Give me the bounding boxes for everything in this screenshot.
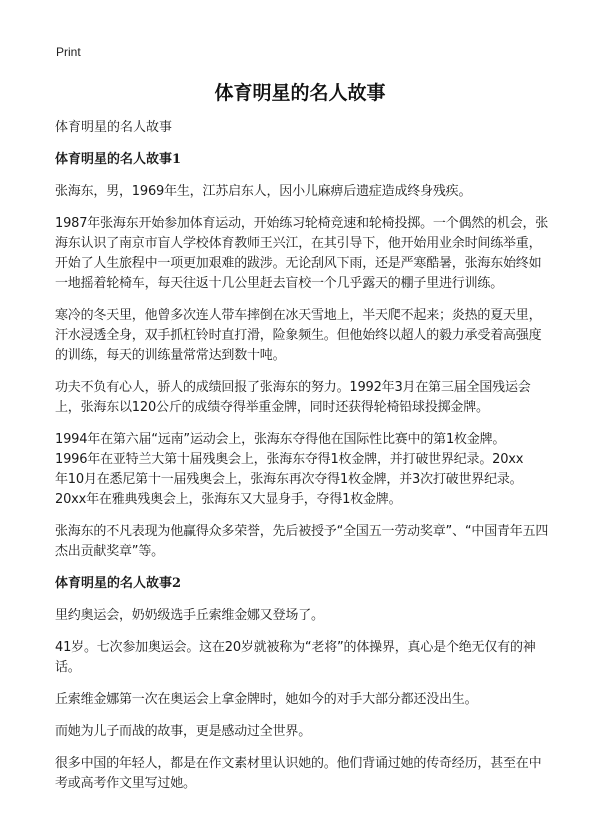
paragraph: 1987年张海东开始参加体育运动，开始练习轮椅竞速和轮椅投掷。一个偶然的机会，张海东认识了南京市盲人学校体育教师王兴江，在其引导下，他开始用业余时间练举重，开始了人生旅程中一项更加艰难的跋涉。无论刮风下雨，还是严寒酷暑，张海东始终如一地摇着轮椅车，每天往返十几公里赶去盲校一个几乎露天的棚子里进行训练。 — [55, 216, 549, 291]
document-body — [55, 118, 554, 806]
paragraph: 寒冷的冬天里，他曾多次连人带车摔倒在冰天雪地上，半天爬不起来；炎热的夏天里，汗水浸透全身，双手抓杠铃时直打滑，险象频生。但他始终以超人的毅力承受着高强度的训练，每天的训练量常常达到数十吨。 — [55, 308, 542, 363]
paragraph: 很多中国的年轻人，都是在作文素材里认识她的。他们背诵过她的传奇经历，甚至在中考或高考作文里写过她。 — [55, 756, 542, 791]
record-line: 20xx年在雅典残奥会上，张海东又大显身手，夺得1枚金牌。 — [55, 492, 402, 507]
paragraph: 张海东，男，1969年生，江苏启东人，因小儿麻痹后遗症造成终身残疾。 — [55, 184, 472, 199]
paragraph: 里约奥运会，奶奶级选手丘索维金娜又登场了。 — [55, 608, 324, 623]
paragraph: 丘索维金娜第一次在奥运会上拿金牌时，她如今的对手大部分都还没出生。 — [55, 692, 478, 707]
paragraph: 而她为儿子而战的故事，更是感动过全世界。 — [55, 724, 312, 739]
paragraph: 张海东的不凡表现为他赢得众多荣誉，先后被授予“全国五一劳动奖章”、“中国青年五四杰出贡献奖章”等。 — [55, 524, 549, 559]
record-paragraph — [55, 430, 554, 510]
record-line: 1994年在第六届“远南”运动会上，张海东夺得他在国际性比赛中的第1枚金牌。 — [55, 432, 506, 447]
record-line: 年10月在悉尼第十一届残奥会上，张海东再次夺得1枚金牌，并3次打破世界纪录。 — [55, 472, 523, 487]
paragraph: 41岁。七次参加奥运会。这在20岁就被称为“老将”的体操界，真心是个绝无仅有的神话。 — [55, 640, 536, 675]
paragraph: 功夫不负有心人，骄人的成绩回报了张海东的努力。1992年3月在第三届全国残运会上，张海东以120公斤的成绩夺得举重金牌，同时还获得轮椅铅球投掷金牌。 — [55, 380, 531, 415]
document-subtitle: 体育明星的名人故事 — [55, 120, 173, 135]
print-label: Print — [56, 45, 81, 59]
section-1-heading: 体育明星的名人故事1 — [55, 152, 182, 167]
section-2-heading: 体育明星的名人故事2 — [55, 576, 182, 591]
record-line: 1996年在亚特兰大第十届残奥会上，张海东夺得1枚金牌，并打破世界纪录。20xx — [55, 452, 524, 467]
document-title: 体育明星的名人故事 — [214, 82, 386, 104]
